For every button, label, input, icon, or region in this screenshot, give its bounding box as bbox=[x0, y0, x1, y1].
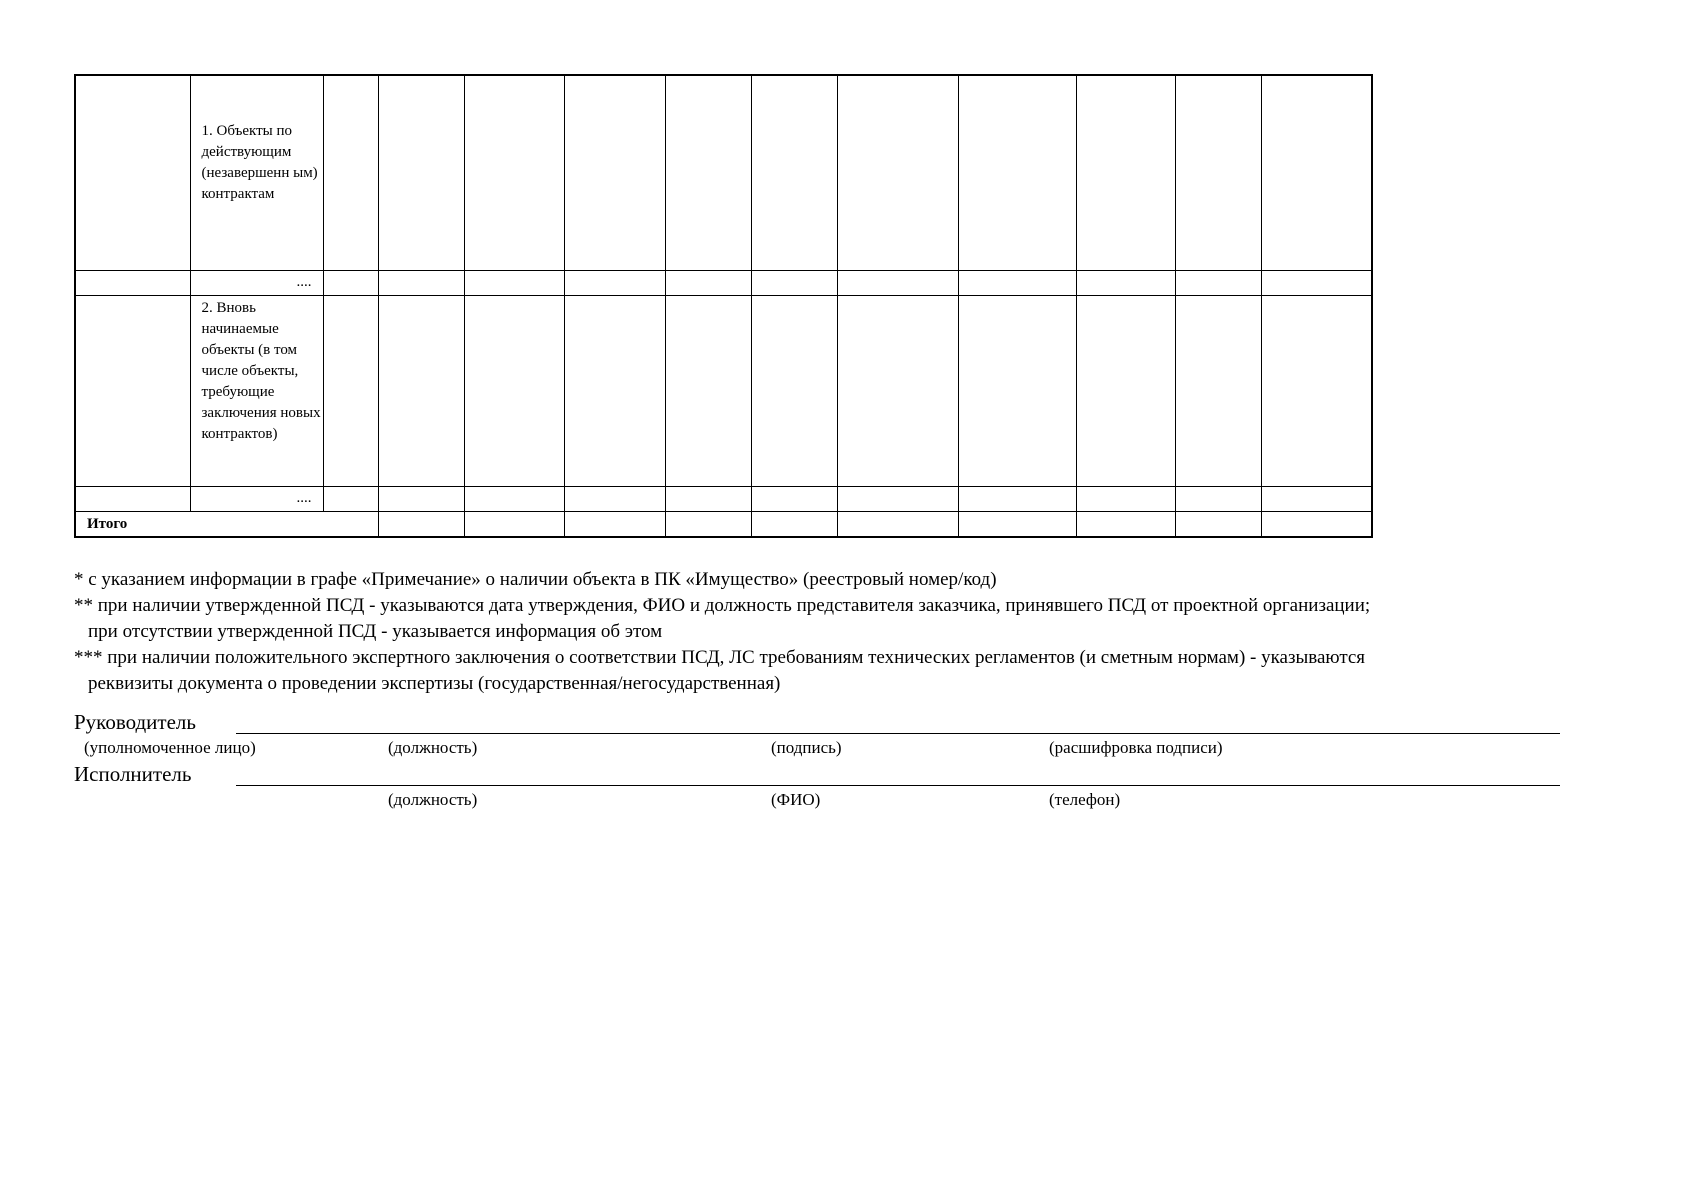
total-label: Итого bbox=[75, 511, 378, 537]
footnote-marker: ** bbox=[74, 595, 93, 616]
caption-phone: (телефон) bbox=[1049, 790, 1121, 809]
table-row bbox=[75, 270, 1372, 295]
footnote-text: при наличии утвержденной ПСД - указываются дата утверждения, ФИО и должность представителя заказчика, принявшего ПСД от проектной организации; bbox=[93, 595, 1371, 616]
objects-table bbox=[74, 74, 1373, 538]
table-row bbox=[75, 295, 1372, 486]
footnote-continuation: при отсутствии утвержденной ПСД - указывается информация об этом bbox=[88, 621, 663, 642]
caption-full-name: (ФИО) bbox=[771, 790, 821, 809]
row-label-existing-contracts: 1. Объекты по действующим (незавершенн ым) контрактам bbox=[190, 75, 323, 270]
caption-authorized-person: (уполномоченное лицо) bbox=[84, 738, 256, 757]
table-cell bbox=[75, 75, 190, 270]
row-ellipsis: .... bbox=[190, 486, 323, 511]
table-row bbox=[75, 486, 1372, 511]
footnote-marker: * bbox=[74, 569, 84, 590]
table-row-total bbox=[75, 511, 1372, 537]
footnote bbox=[74, 593, 1634, 645]
caption-signature-decoding: (расшифровка подписи) bbox=[1049, 738, 1223, 757]
caption-position: (должность) bbox=[388, 738, 478, 757]
footnote bbox=[74, 645, 1634, 697]
executor-signature-line bbox=[236, 785, 1560, 786]
executor-title: Исполнитель bbox=[74, 762, 192, 786]
footnote-continuation: реквизиты документа о проведении экспертизы (государственная/негосударственная) bbox=[88, 673, 781, 694]
table-row bbox=[75, 75, 1372, 270]
footnote bbox=[74, 567, 1634, 593]
head-signature-line bbox=[236, 733, 1560, 734]
row-ellipsis: .... bbox=[190, 270, 323, 295]
footnotes bbox=[74, 567, 1634, 697]
footnote-text: при наличии положительного экспертного заключения о соответствии ПСД, ЛС требованиям технических регламентов (и сметным нормам) - указываются bbox=[102, 647, 1366, 668]
footnote-marker: *** bbox=[74, 647, 103, 668]
caption-signature: (подпись) bbox=[771, 738, 842, 757]
caption-position: (должность) bbox=[388, 790, 478, 809]
head-title: Руководитель bbox=[74, 710, 196, 734]
row-label-new-objects: 2. Вновь начинаемые объекты (в том числе объекты, требующие заключения новых контрактов) bbox=[190, 295, 323, 486]
footnote-text: с указанием информации в графе «Примечание» о наличии объекта в ПК «Имущество» (реестровый номер/код) bbox=[83, 569, 997, 590]
